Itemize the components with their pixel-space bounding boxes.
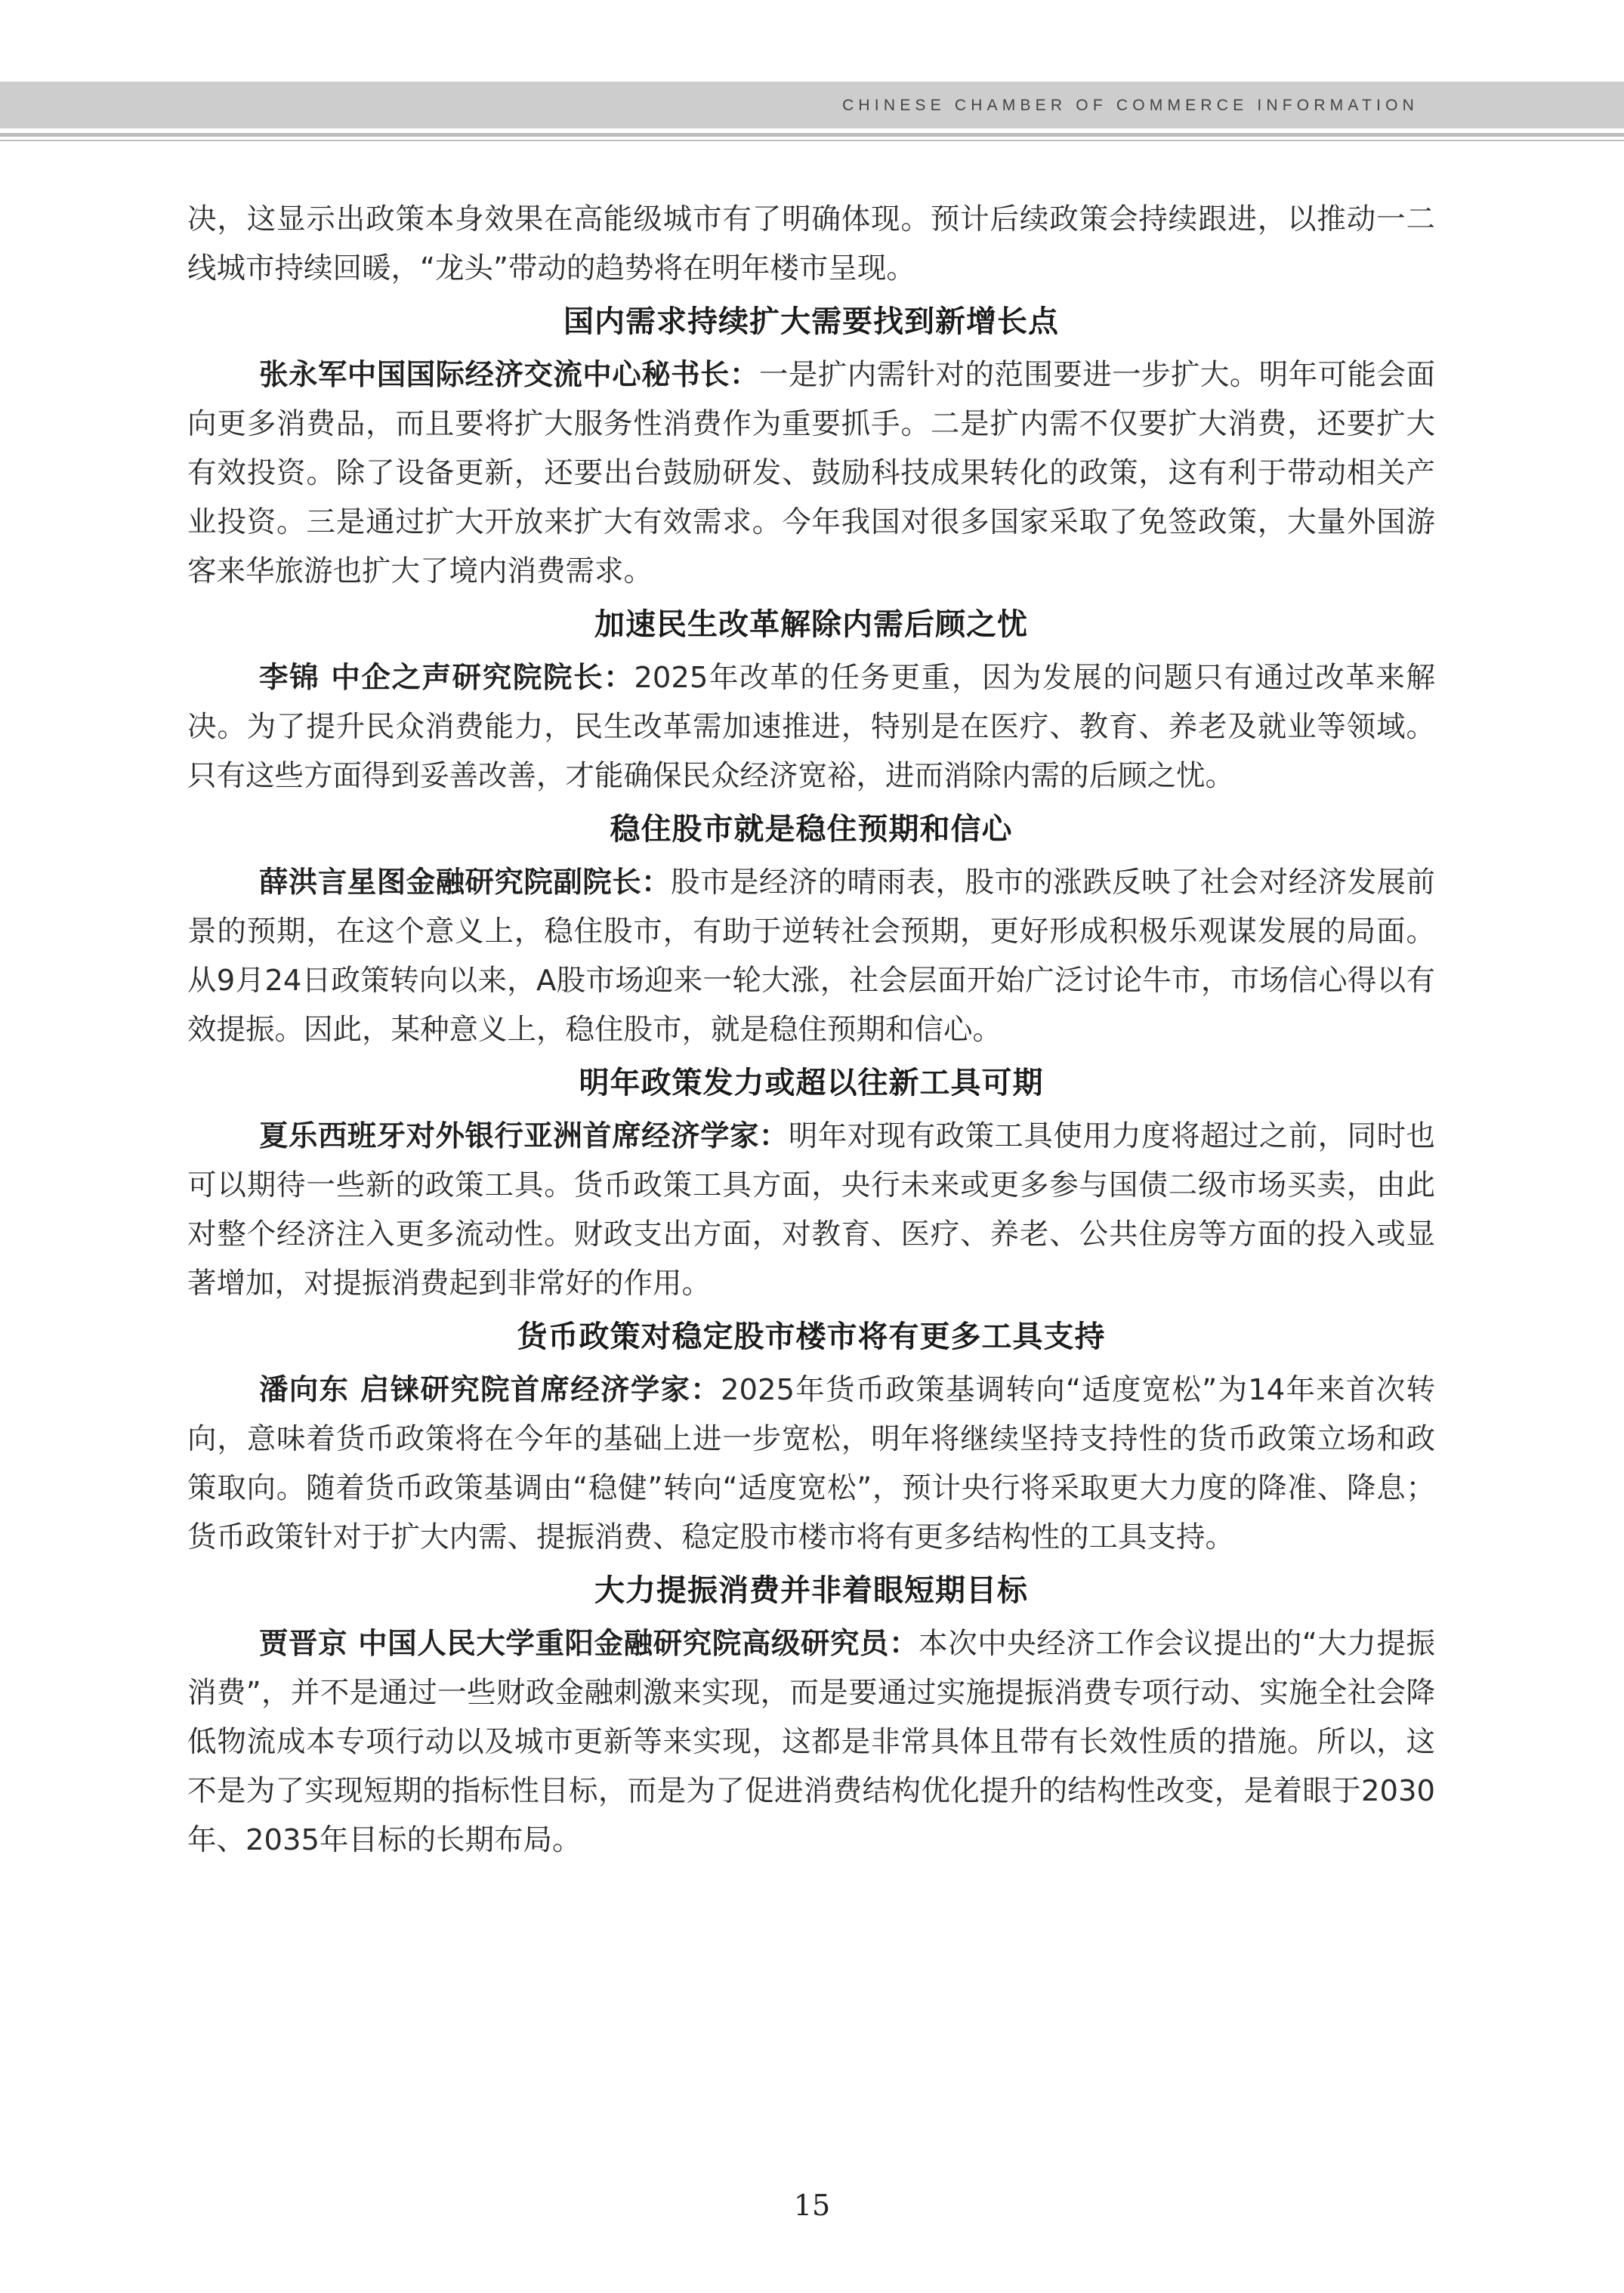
speaker-name: 薛洪言星图金融研究院副院长： [259,866,672,900]
section-paragraph [187,858,1435,1054]
section-body: 明年对现有政策工具使用力度将超过之前，同时也可以期待一些新的政策工具。货币政策工具方面，央行未来或更多参与国债二级市场买卖，由此对整个经济注入更多流动性。财政支出方面，对教育、医疗、养老、公共住房等方面的投入或显著增加，对提振消费起到非常好的作用。 [187,1119,1435,1301]
section-body: 2025年货币政策基调转向“适度宽松”为14年来首次转向，意味着货币政策将在今年的基础上进一步宽松，明年将继续坚持支持性的货币政策立场和政策取向。随着货币政策基调由“稳健”转向“适度宽松”，预计央行将采取更大力度的降准、降息；货币政策针对于扩大内需、提振消费、稳定股市楼市将有更多结构性的工具支持。 [187,1373,1435,1554]
section-body: 股市是经济的晴雨表，股市的涨跌反映了社会对经济发展前景的预期，在这个意义上，稳住股市，有助于逆转社会预期，更好形成积极乐观谋发展的局面。从9月24日政策转向以来，A股市场迎来一轮大涨，社会层面开始广泛讨论牛市，市场信心得以有效提振。因此，某种意义上，稳住股市，就是稳住预期和信心。 [187,866,1435,1047]
speaker-name: 李锦 中企之声研究院院长： [259,661,634,695]
section-body: 本次中央经济工作会议提出的“大力提振消费”，并不是通过一些财政金融刺激来实现，而是要通过实施提振消费专项行动、实施全社会降低物流成本专项行动以及城市更新等来实现，这都是非常具体且带有长效性质的措施。所以，这不是为了实现短期的指标性目标，而是为了促进消费结构优化提升的结构性改变，是着眼于2030年、2035年目标的长期布局。 [187,1627,1435,1857]
speaker-name: 夏乐西班牙对外银行亚洲首席经济学家： [259,1119,789,1153]
section-paragraph [187,1619,1435,1865]
section-heading: 国内需求持续扩大需要找到新增长点 [563,304,1059,339]
section-heading: 稳住股市就是稳住预期和信心 [610,812,1013,847]
header-rule-thin [0,140,1624,141]
header-rule [0,133,1624,137]
section-paragraph [187,1366,1435,1562]
section-paragraph [187,350,1435,596]
section-heading: 加速民生改革解除内需后顾之忧 [594,607,1028,642]
intro-paragraph: 决，这显示出政策本身效果在高能级城市有了明确体现。预计后续政策会持续跟进，以推动一二线城市持续回暖，“龙头”带动的趋势将在明年楼市呈现。 [187,202,1435,285]
running-header: CHINESE CHAMBER OF COMMERCE INFORMATION [842,97,1419,114]
article-body [187,195,1435,1865]
section-heading: 货币政策对稳定股市楼市将有更多工具支持 [517,1319,1106,1354]
speaker-name: 贾晋京 中国人民大学重阳金融研究院高级研究员： [259,1627,919,1661]
section-body: 2025年改革的任务更重，因为发展的问题只有通过改革来解决。为了提升民众消费能力，民生改革需加速推进，特别是在医疗、教育、养老及就业等领域。只有这些方面得到妥善改善，才能确保民众经济宽裕，进而消除内需的后顾之忧。 [187,661,1436,793]
section-paragraph [187,653,1435,801]
section-heading: 大力提振消费并非着眼短期目标 [594,1573,1028,1608]
section-body: 一是扩内需针对的范围要进一步扩大。明年可能会面向更多消费品，而且要将扩大服务性消费作为重要抓手。二是扩内需不仅要扩大消费，还要扩大有效投资。除了设备更新，还要出台鼓励研发、鼓励科技成果转化的政策，这有利于带动相关产业投资。三是通过扩大开放来扩大有效需求。今年我国对很多国家采取了免签政策，大量外国游客来华旅游也扩大了境内消费需求。 [187,358,1435,588]
speaker-name: 张永军中国国际经济交流中心秘书长： [259,358,759,392]
page-number: 15 [793,2189,831,2222]
section-heading: 明年政策发力或超以往新工具可期 [579,1066,1044,1100]
section-paragraph [187,1112,1435,1308]
speaker-name: 潘向东 启铼研究院首席经济学家： [259,1373,721,1407]
